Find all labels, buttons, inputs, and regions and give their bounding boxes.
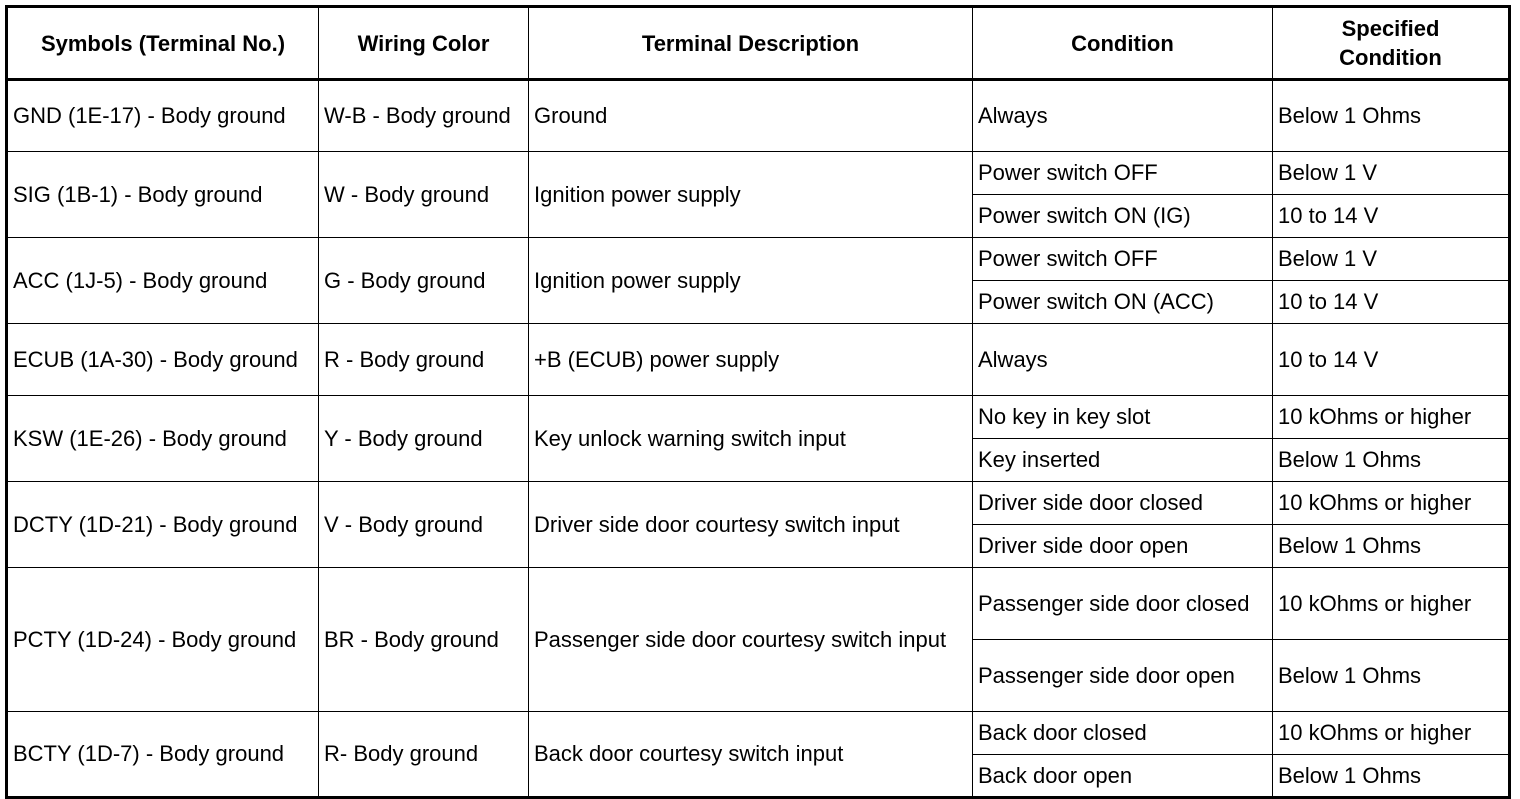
condition-cell: Always bbox=[973, 80, 1273, 152]
wiring-cell: V - Body ground bbox=[319, 482, 529, 568]
symbol-cell: DCTY (1D-21) - Body ground bbox=[7, 482, 319, 568]
description-cell: Ignition power supply bbox=[529, 238, 973, 324]
wiring-cell: R- Body ground bbox=[319, 712, 529, 798]
condition-cell: No key in key slot bbox=[973, 396, 1273, 439]
header-wiring-color: Wiring Color bbox=[319, 7, 529, 80]
specified-cell: 10 to 14 V bbox=[1273, 281, 1510, 324]
description-cell: +B (ECUB) power supply bbox=[529, 324, 973, 396]
symbol-cell: KSW (1E-26) - Body ground bbox=[7, 396, 319, 482]
specified-cell: Below 1 Ohms bbox=[1273, 80, 1510, 152]
header-symbols: Symbols (Terminal No.) bbox=[7, 7, 319, 80]
specified-cell: 10 to 14 V bbox=[1273, 324, 1510, 396]
condition-cell: Passenger side door closed bbox=[973, 568, 1273, 640]
specified-cell: Below 1 Ohms bbox=[1273, 439, 1510, 482]
condition-cell: Power switch ON (ACC) bbox=[973, 281, 1273, 324]
specified-cell: 10 kOhms or higher bbox=[1273, 712, 1510, 755]
symbol-cell: PCTY (1D-24) - Body ground bbox=[7, 568, 319, 712]
condition-cell: Passenger side door open bbox=[973, 640, 1273, 712]
wiring-cell: Y - Body ground bbox=[319, 396, 529, 482]
specified-cell: Below 1 Ohms bbox=[1273, 755, 1510, 798]
description-cell: Passenger side door courtesy switch input bbox=[529, 568, 973, 712]
header-condition: Condition bbox=[973, 7, 1273, 80]
condition-cell: Always bbox=[973, 324, 1273, 396]
specified-cell: Below 1 V bbox=[1273, 238, 1510, 281]
condition-cell: Key inserted bbox=[973, 439, 1273, 482]
specified-cell: 10 to 14 V bbox=[1273, 195, 1510, 238]
specified-cell: 10 kOhms or higher bbox=[1273, 396, 1510, 439]
specified-cell: 10 kOhms or higher bbox=[1273, 482, 1510, 525]
symbol-cell: GND (1E-17) - Body ground bbox=[7, 80, 319, 152]
header-terminal-description: Terminal Description bbox=[529, 7, 973, 80]
condition-cell: Power switch OFF bbox=[973, 238, 1273, 281]
description-cell: Ground bbox=[529, 80, 973, 152]
table-row bbox=[7, 712, 1510, 755]
wiring-cell: BR - Body ground bbox=[319, 568, 529, 712]
symbol-cell: BCTY (1D-7) - Body ground bbox=[7, 712, 319, 798]
header-row bbox=[7, 7, 1510, 80]
description-cell: Back door courtesy switch input bbox=[529, 712, 973, 798]
condition-cell: Back door open bbox=[973, 755, 1273, 798]
table-row bbox=[7, 152, 1510, 195]
condition-cell: Back door closed bbox=[973, 712, 1273, 755]
table-row bbox=[7, 396, 1510, 439]
description-cell: Driver side door courtesy switch input bbox=[529, 482, 973, 568]
wiring-cell: R - Body ground bbox=[319, 324, 529, 396]
table-row bbox=[7, 238, 1510, 281]
symbol-cell: SIG (1B-1) - Body ground bbox=[7, 152, 319, 238]
wiring-cell: G - Body ground bbox=[319, 238, 529, 324]
symbol-cell: ECUB (1A-30) - Body ground bbox=[7, 324, 319, 396]
symbol-cell: ACC (1J-5) - Body ground bbox=[7, 238, 319, 324]
condition-cell: Driver side door open bbox=[973, 525, 1273, 568]
condition-cell: Power switch OFF bbox=[973, 152, 1273, 195]
table-row bbox=[7, 324, 1510, 396]
table-row bbox=[7, 568, 1510, 640]
condition-cell: Power switch ON (IG) bbox=[973, 195, 1273, 238]
specified-cell: Below 1 Ohms bbox=[1273, 640, 1510, 712]
specified-cell: Below 1 V bbox=[1273, 152, 1510, 195]
table-row bbox=[7, 80, 1510, 152]
table-row bbox=[7, 482, 1510, 525]
specified-cell: 10 kOhms or higher bbox=[1273, 568, 1510, 640]
description-cell: Key unlock warning switch input bbox=[529, 396, 973, 482]
specified-cell: Below 1 Ohms bbox=[1273, 525, 1510, 568]
wiring-cell: W-B - Body ground bbox=[319, 80, 529, 152]
header-specified-condition: Specified Condition bbox=[1273, 7, 1510, 80]
terminal-spec-table bbox=[5, 5, 1511, 799]
description-cell: Ignition power supply bbox=[529, 152, 973, 238]
condition-cell: Driver side door closed bbox=[973, 482, 1273, 525]
wiring-cell: W - Body ground bbox=[319, 152, 529, 238]
